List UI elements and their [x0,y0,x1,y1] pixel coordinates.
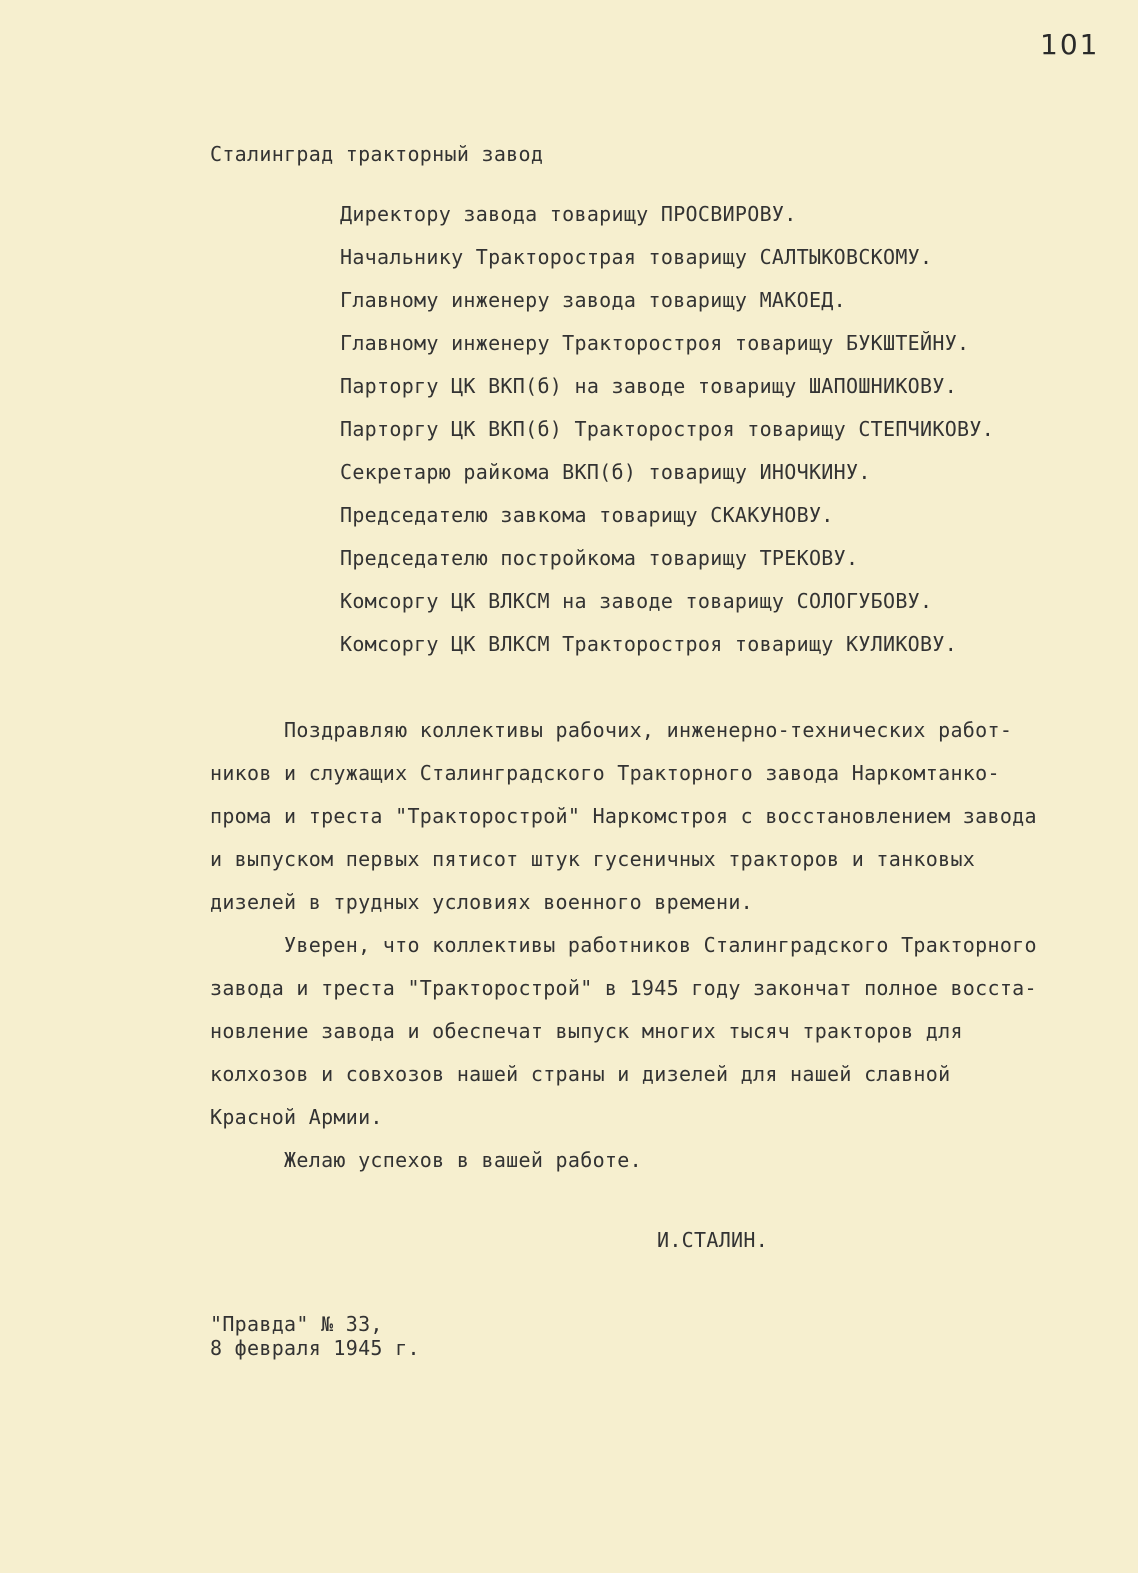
signature: И.СТАЛИН. [657,1228,769,1252]
addressee-line: Комсоргу ЦК ВЛКСМ на заводе товарищу СОЛОГУБОВУ. [340,589,933,613]
addressee-line: Директору завода товарищу ПРОСВИРОВУ. [340,202,797,226]
body-line: новление завода и обеспечат выпуск многих тысяч тракторов для [210,1019,963,1043]
body-line: завода и треста "Тракторострой" в 1945 году закончат полное восста- [210,976,1037,1000]
body-line: дизелей в трудных условиях военного времени. [210,890,754,914]
body-line: Уверен, что коллективы работников Сталинградского Тракторного [210,933,1037,957]
message-body [210,716,1037,1189]
page-edge [1138,0,1146,1573]
addressee-line: Начальнику Тракторострая товарищу САЛТЫКОВСКОМУ. [340,245,933,269]
body-line: и выпуском первых пятисот штук гусеничных тракторов и танковых [210,847,976,871]
body-line: колхозов и совхозов нашей страны и дизелей для нашей славной [210,1062,951,1086]
addressee-line: Парторгу ЦК ВКП(б) на заводе товарищу ШАПОШНИКОВУ. [340,374,958,398]
addressee-line: Главному инженеру завода товарищу МАКОЕД. [340,288,846,312]
source-date: 8 февраля 1945 г. [210,1336,420,1360]
document-heading: Сталинград тракторный завод [210,142,544,166]
body-line: Поздравляю коллективы рабочих, инженерно-технических работ- [210,718,1013,742]
body-line: ников и служащих Сталинградского Тракторного завода Наркомтанко- [210,761,1000,785]
addressee-line: Председателю завкома товарищу СКАКУНОВУ. [340,503,834,527]
body-line: Желаю успехов в вашей работе. [210,1148,642,1172]
body-line: прома и треста "Тракторострой" Наркомстроя с восстановлением завода [210,804,1037,828]
addressee-line: Комсоргу ЦК ВЛКСМ Тракторостроя товарищу КУЛИКОВУ. [340,632,958,656]
page-number: 101 [1040,28,1100,61]
addressee-line: Секретарю райкома ВКП(б) товарищу ИНОЧКИНУ. [340,460,871,484]
source-publication: "Правда" № 33, [210,1312,383,1336]
addressee-line: Парторгу ЦК ВКП(б) Тракторостроя товарищу СТЕПЧИКОВУ. [340,417,995,441]
addressee-line: Председателю постройкома товарищу ТРЕКОВУ. [340,546,859,570]
addressee-line: Главному инженеру Тракторостроя товарищу БУКШТЕЙНУ. [340,331,970,355]
body-line: Красной Армии. [210,1105,383,1129]
addressee-list [340,200,994,673]
